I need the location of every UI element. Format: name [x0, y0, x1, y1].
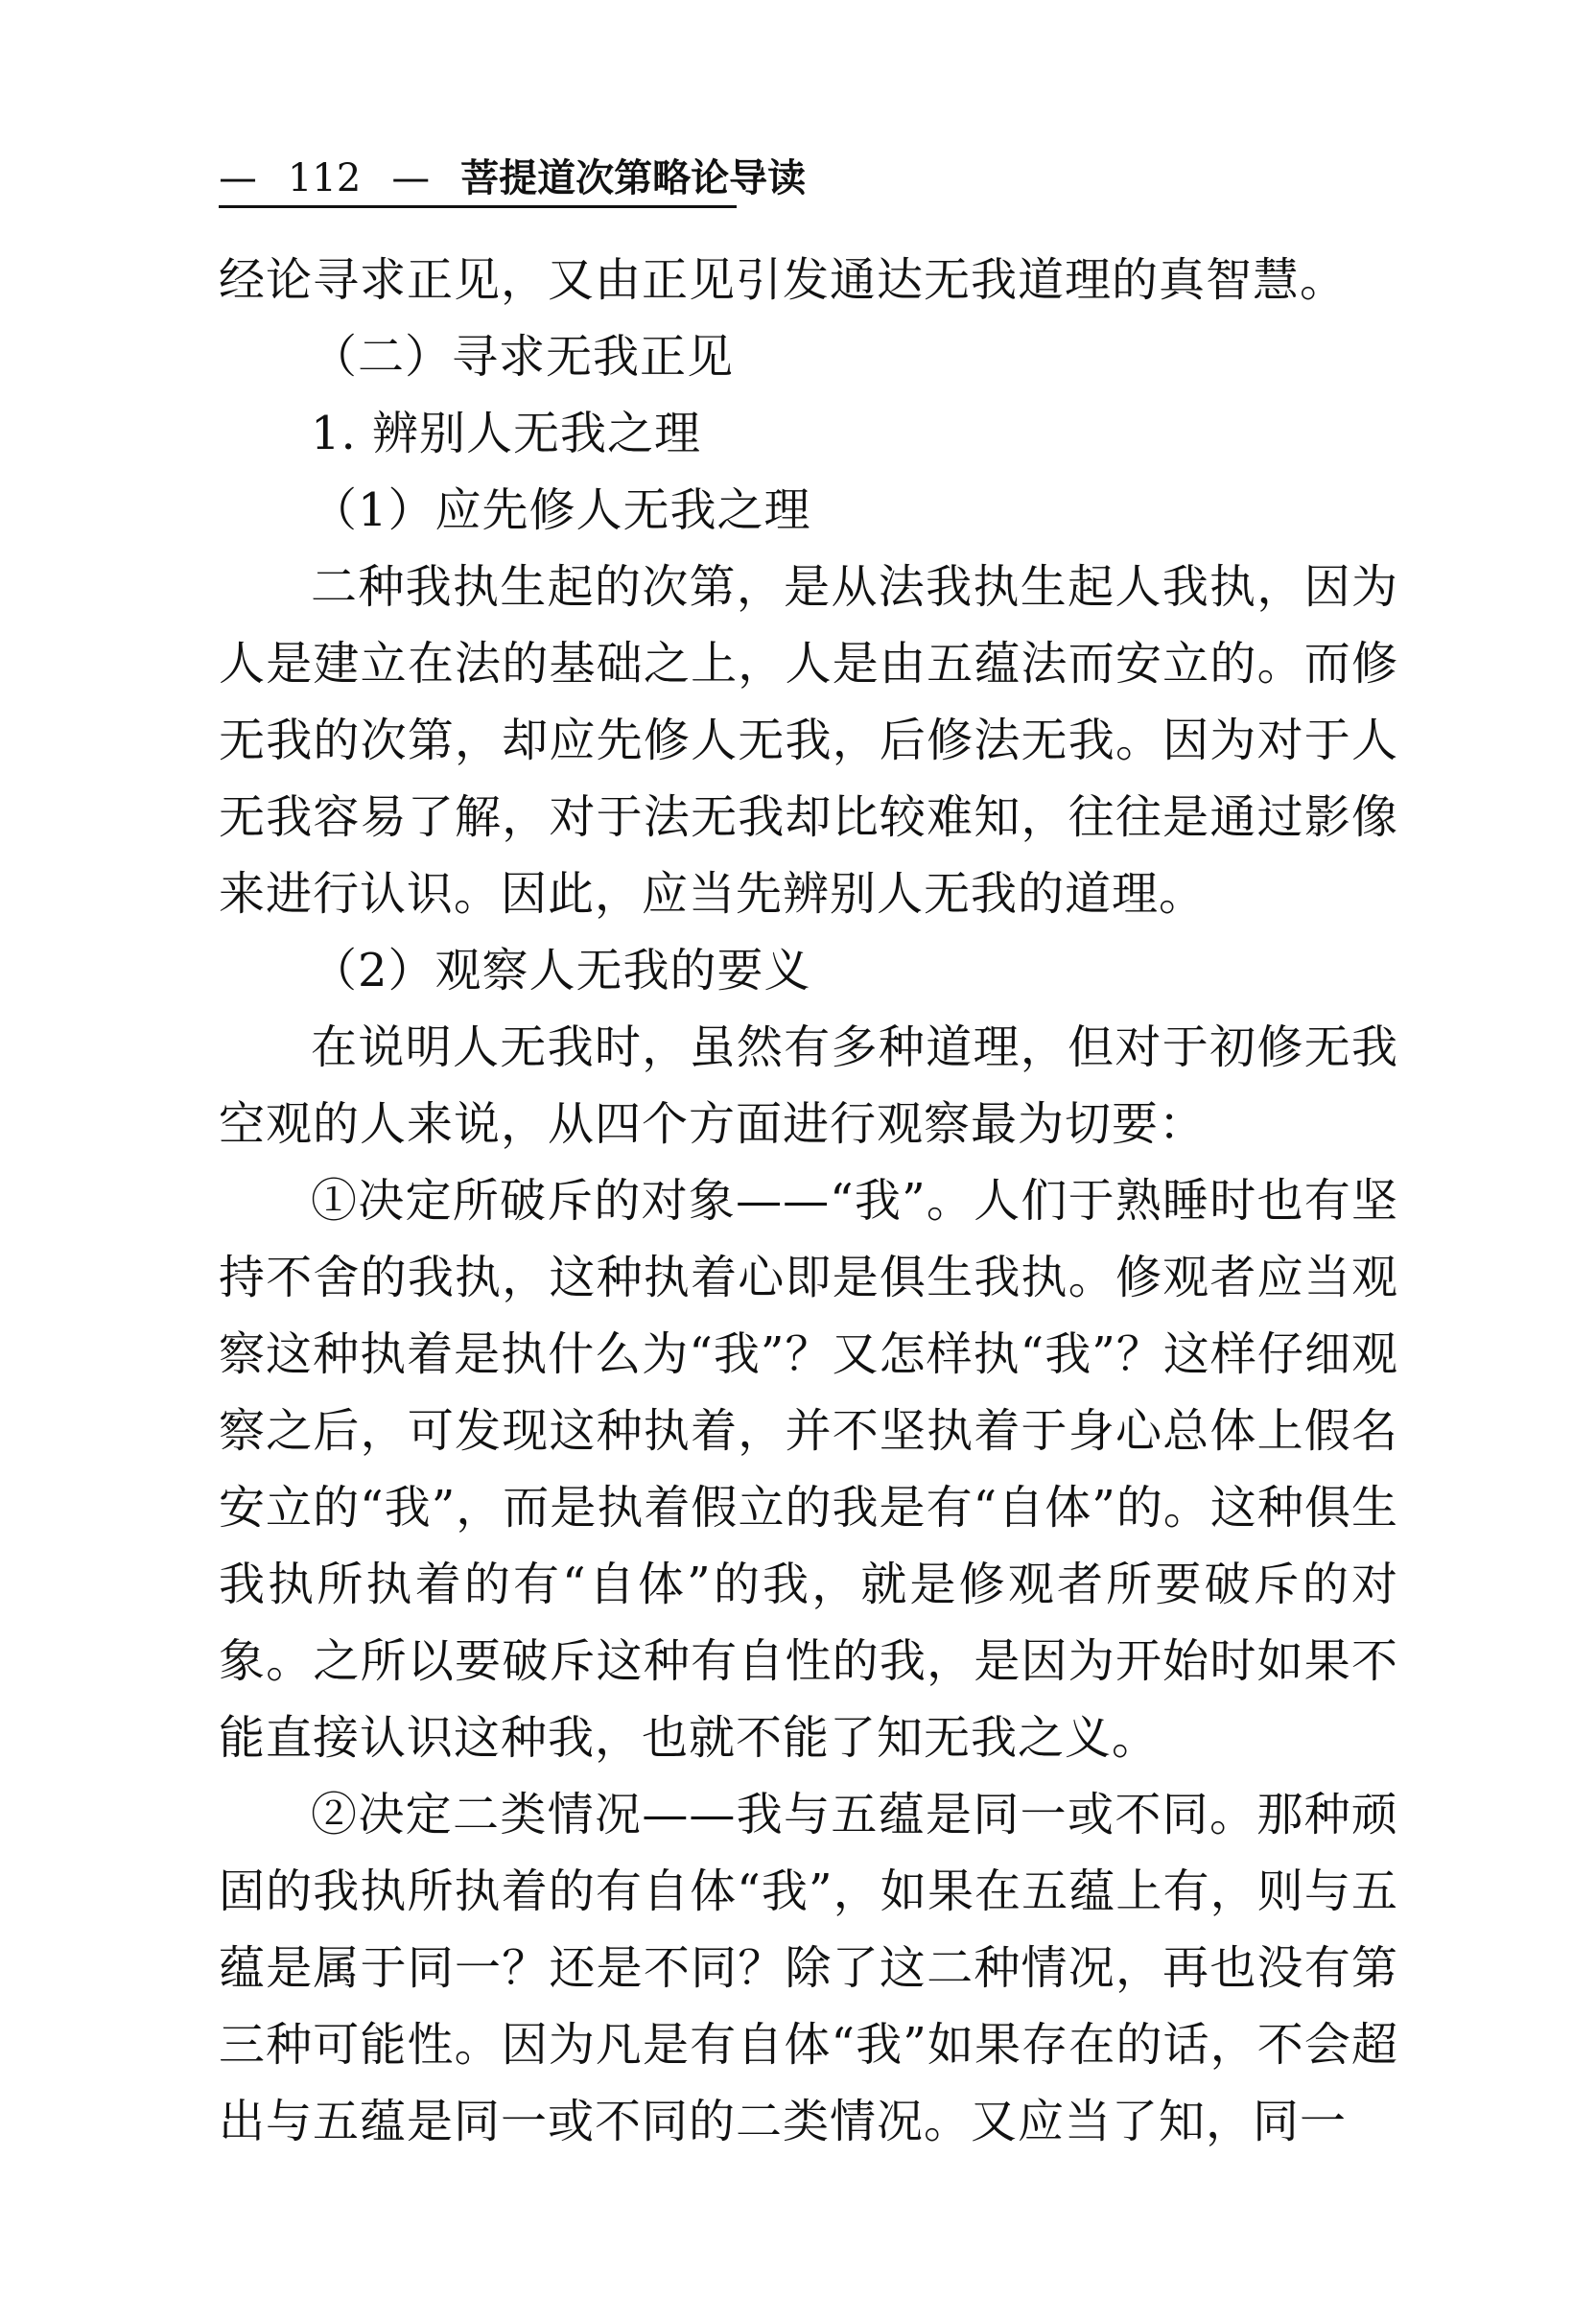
subsubsection-heading: （1）应先修人无我之理 [311, 483, 811, 537]
paragraph: ②决定二类情况——我与五蕴是同一或不同。那种顽固的我执所执着的有自体“我”，如果在五蕴上有，则与五蕴是属于同一？还是不同？除了这二种情况，再也没有第三种可能性。因为凡是有自体“我”如果存在的话，不会超出与五蕴是同一或不同的二类情况。又应当了知，同一 [219, 1788, 1398, 2148]
paragraph-continuation: 经论寻求正见，又由正见引发通达无我道理的真智慧。 [219, 253, 1348, 307]
header-dash-right: — [391, 156, 431, 200]
section-heading: （二）寻求无我正见 [311, 330, 735, 384]
header-dash-left: — [219, 156, 257, 200]
paragraph: 在说明人无我时，虽然有多种道理，但对于初修无我空观的人来说，从四个方面进行观察最为切要： [219, 1020, 1398, 1151]
running-header [219, 152, 807, 205]
book-title: 菩提道次第略论导读 [460, 156, 807, 200]
page-number: 112 [287, 156, 362, 200]
subsection-heading: 1. 辨别人无我之理 [311, 407, 702, 460]
paragraph: ①决定所破斥的对象——“我”。人们于熟睡时也有坚持不舍的我执，这种执着心即是俱生我执。修观者应当观察这种执着是执什么为“我”？又怎样执“我”？这样仔细观察之后，可发现这种执着，并不坚执着于身心总体上假名安立的“我”，而是执着假立的我是有“自体”的。这种俱生我执所执着的有“自体”的我，就是修观者所要破斥的对象。之所以要破斥这种有自性的我，是因为开始时如果不能直接认识这种我，也就不能了知无我之义。 [219, 1174, 1398, 1765]
subsubsection-heading: （2）观察人无我的要义 [311, 944, 811, 997]
body-text [219, 242, 1398, 2160]
header-rule [219, 205, 737, 208]
paragraph: 二种我执生起的次第，是从法我执生起人我执，因为人是建立在法的基础之上，人是由五蕴法而安立的。而修无我的次第，却应先修人无我，后修法无我。因为对于人无我容易了解，对于法无我却比较难知，往往是通过影像来进行认识。因此，应当先辨别人无我的道理。 [219, 560, 1398, 921]
